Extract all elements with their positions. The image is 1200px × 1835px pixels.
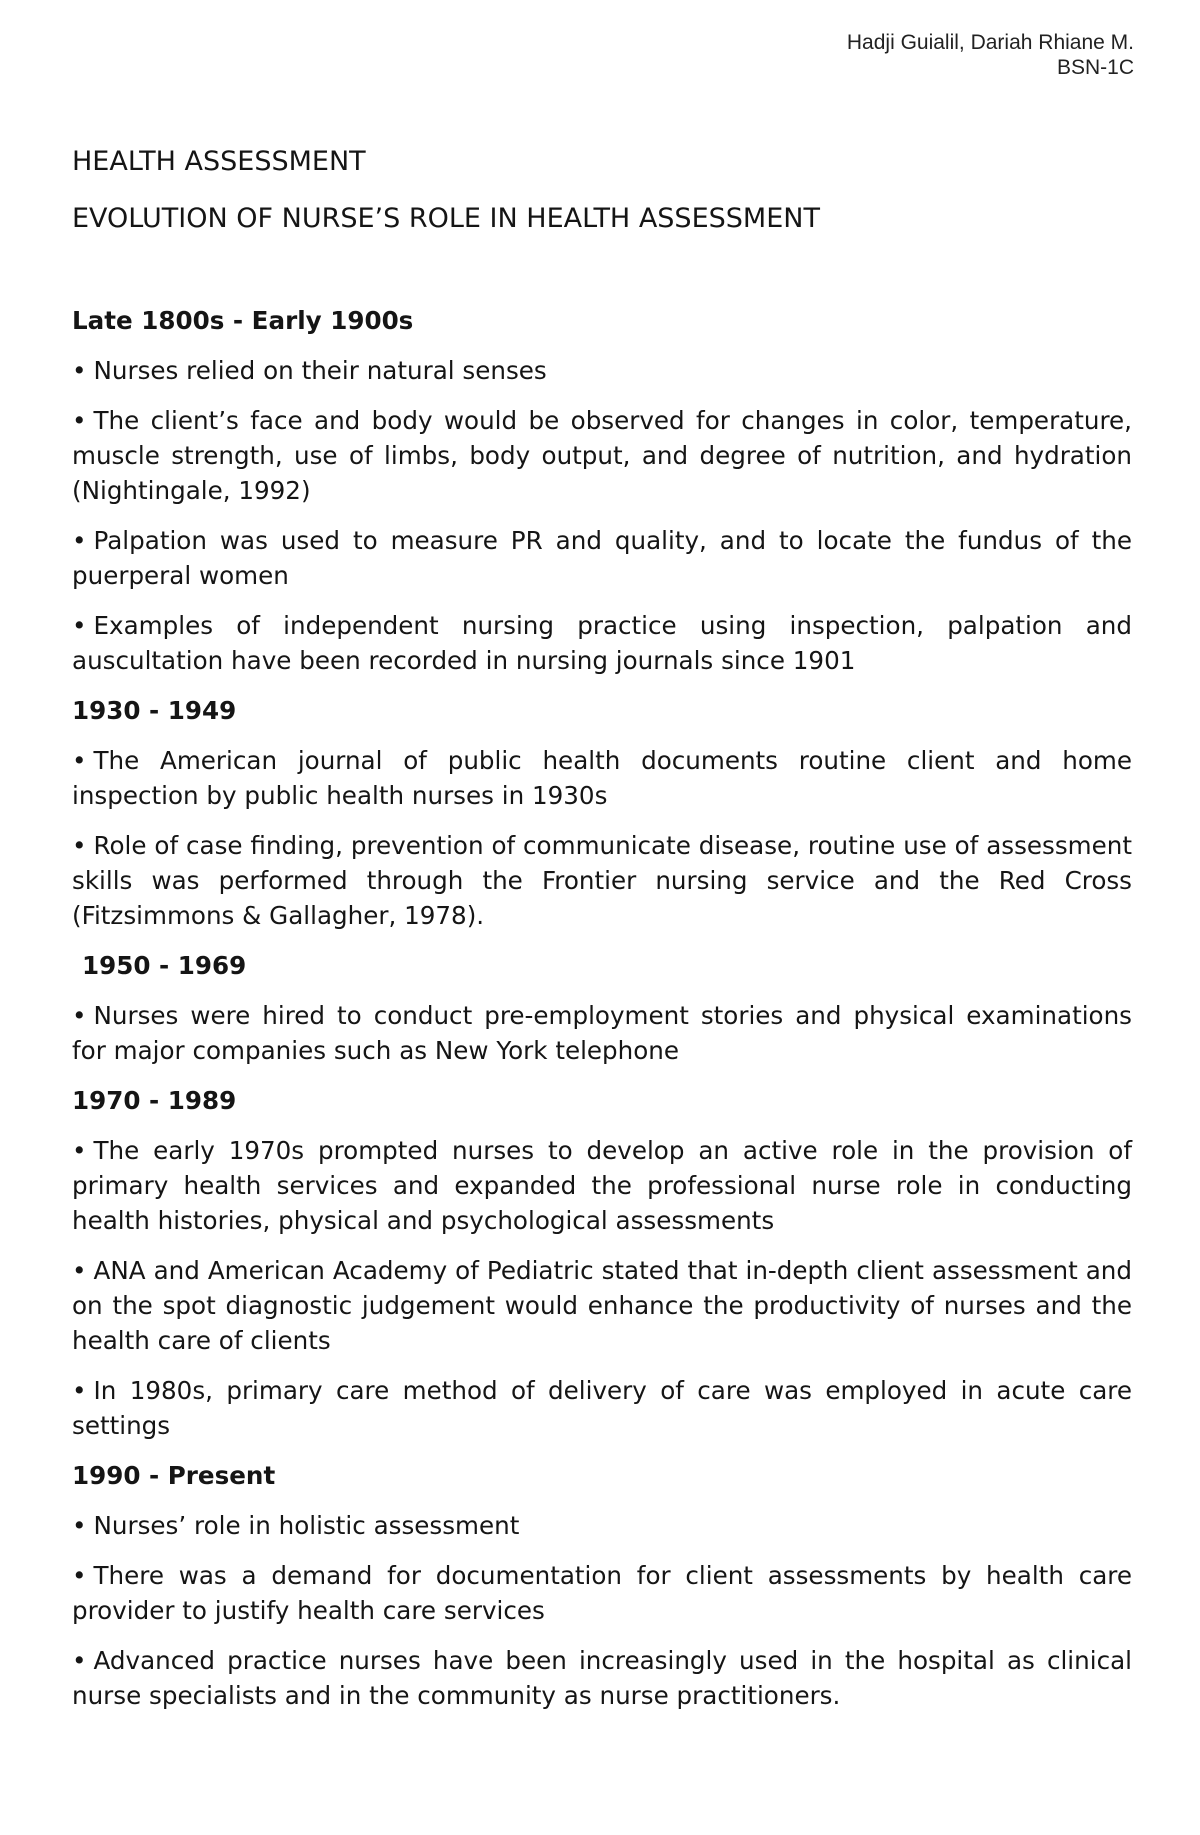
bullet-item [72,608,1132,678]
bullet-text: Nurses relied on their natural senses [93,356,547,385]
bullet-text: Palpation was used to measure PR and quality, and to locate the fundus of the puerperal women [72,526,1132,590]
bullet-marker: • [72,1561,87,1590]
bullet-item [72,828,1132,933]
bullet-marker: • [72,526,87,555]
bullet-marker: • [72,1001,87,1030]
bullet-item [72,523,1132,593]
bullet-text: Advanced practice nurses have been increasingly used in the hospital as clinical nurse specialists and in the community as nurse practitioners. [72,1646,1132,1710]
bullet-text: In 1980s, primary care method of delivery of care was employed in acute care settings [72,1376,1132,1440]
bullet-marker: • [72,1376,87,1405]
section-1950-1969 [72,948,1132,1068]
bullet-marker: • [72,406,87,435]
bullet-text: Nurses’ role in holistic assessment [93,1511,520,1540]
section-heading: 1950 - 1969 [82,951,247,980]
section-late-1800s [72,303,1132,678]
bullet-text: Examples of independent nursing practice using inspection, palpation and auscultation have been recorded in nursing journals since 1901 [72,611,1132,675]
section-heading: 1930 - 1949 [72,696,237,725]
bullet-text: The client’s face and body would be observed for changes in color, temperature, muscle strength, use of limbs, body output, and degree of nutrition, and hydration (Nightingale, 1992) [72,406,1132,505]
bullet-text: ANA and American Academy of Pediatric stated that in-depth client assessment and on the spot diagnostic judgement would enhance the productivity of nurses and the health care of clients [72,1256,1132,1355]
topic-title: EVOLUTION OF NURSE’S ROLE IN HEALTH ASSESSMENT [72,203,820,234]
section-1930-1949 [72,693,1132,933]
bullet-marker: • [72,1256,87,1285]
bullet-marker: • [72,611,87,640]
bullet-item [72,1558,1132,1628]
bullet-marker: • [72,1136,87,1165]
author-name: Hadji Guialil, Dariah Rhiane M. [846,31,1134,54]
course-title: HEALTH ASSESSMENT [72,146,366,177]
bullet-item [72,1253,1132,1358]
section-1990-present [72,1458,1132,1713]
bullet-item [72,1133,1132,1238]
section-heading: 1970 - 1989 [72,1086,237,1115]
bullet-item [72,1643,1132,1713]
bullet-item [72,743,1132,813]
bullet-text: Role of case finding, prevention of communicate disease, routine use of assessment skills was performed through the Frontier nursing service and the Red Cross (Fitzsimmons & Gallagher, 1978). [72,831,1132,930]
bullet-marker: • [72,831,87,860]
bullet-text: There was a demand for documentation for client assessments by health care provider to justify health care services [72,1561,1132,1625]
class-section: BSN-1C [1056,56,1134,79]
bullet-text: The American journal of public health documents routine client and home inspection by public health nurses in 1930s [72,746,1132,810]
bullet-item [72,403,1132,508]
title-block [72,146,820,260]
bullet-text: The early 1970s prompted nurses to develop an active role in the provision of primary health services and expanded the professional nurse role in conducting health histories, physical and psychological assessments [72,1136,1132,1235]
section-1970-1989 [72,1083,1132,1443]
bullet-item [72,353,1132,388]
bullet-marker: • [72,746,87,775]
bullet-marker: • [72,1511,87,1540]
bullet-text: Nurses were hired to conduct pre-employment stories and physical examinations for major companies such as New York telephone [72,1001,1132,1065]
bullet-item [72,1508,1132,1543]
document-body [72,303,1132,1728]
author-block [847,30,1134,80]
section-heading: Late 1800s - Early 1900s [72,306,414,335]
bullet-item [72,1373,1132,1443]
bullet-marker: • [72,1646,87,1675]
bullet-item [72,998,1132,1068]
section-heading: 1990 - Present [72,1461,276,1490]
bullet-marker: • [72,356,87,385]
